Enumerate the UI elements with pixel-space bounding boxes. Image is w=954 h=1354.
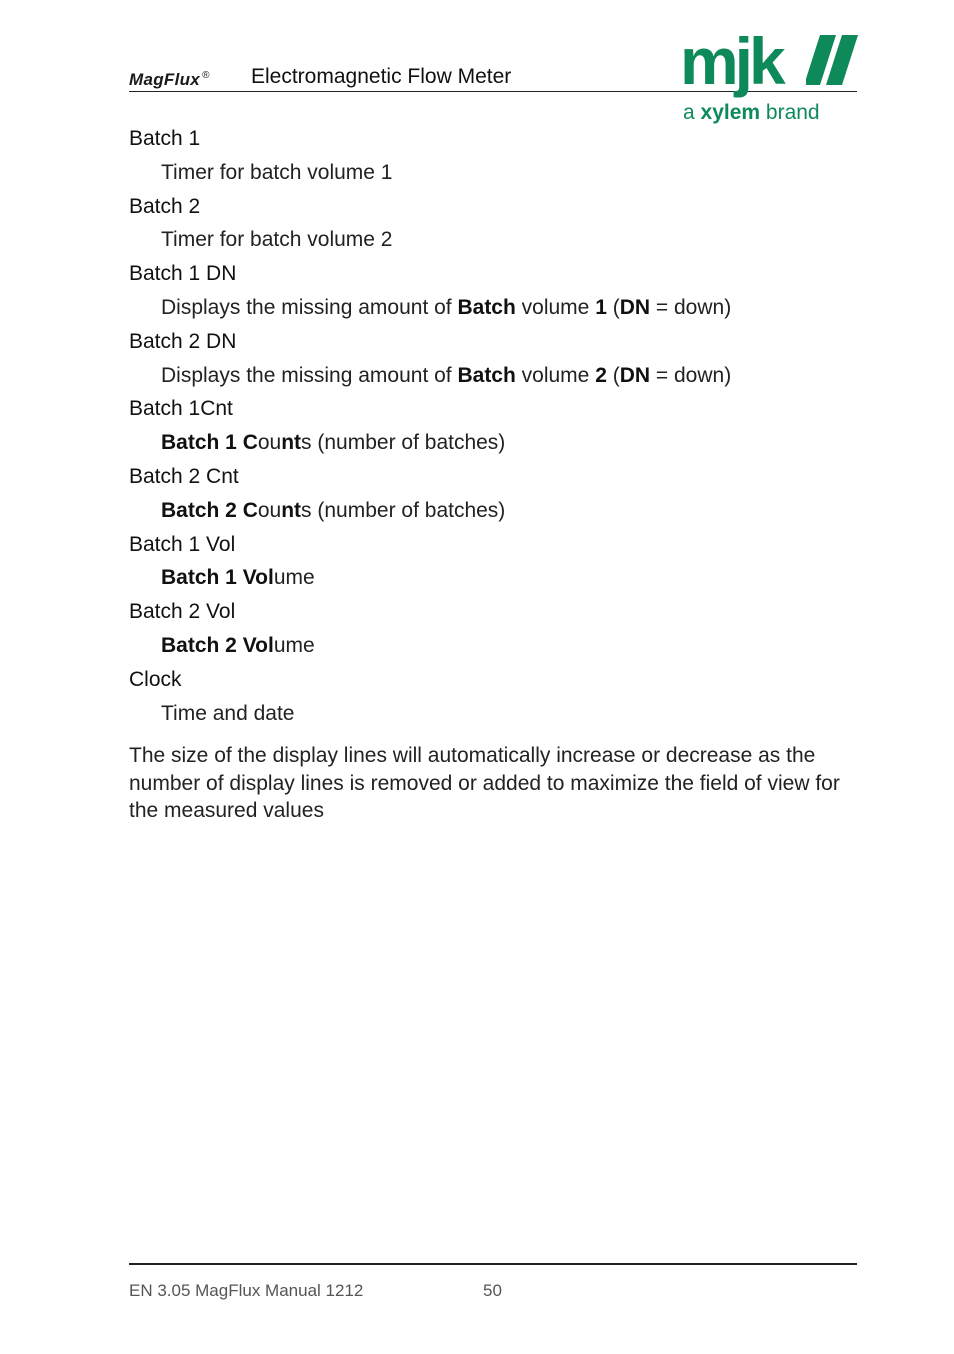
description-segment: Displays the missing amount of [161, 295, 458, 319]
entry-description [129, 156, 869, 190]
tagline-brand: xylem [700, 101, 761, 124]
description-bold-segment: Batch [457, 363, 516, 387]
entry-term: Batch 1 [129, 127, 201, 150]
entry-term: Batch 2 Vol [129, 600, 236, 624]
description-segment: = down) [650, 363, 732, 387]
description-segment: ume [273, 633, 315, 657]
entry-term: Batch 2 Cnt [129, 464, 239, 488]
description-segment: Time and date [161, 701, 295, 725]
brand-part-mag: Mag [129, 70, 164, 89]
description-bold-segment: nt [281, 498, 302, 522]
logo-wordmark: mjk [680, 24, 782, 98]
description-bold-segment: 1 [595, 295, 607, 319]
description-bold-segment: DN [619, 363, 651, 387]
entry-term: Batch 1Cnt [129, 397, 233, 421]
brand-part-flux: Flux [163, 70, 201, 89]
page-number: 50 [483, 1281, 502, 1300]
definition-list [129, 122, 869, 730]
entry-description [129, 561, 869, 595]
magflux-brand [129, 70, 210, 90]
description-bold-segment: Batch 2 Vol [161, 633, 274, 657]
entry-description [129, 359, 869, 393]
entry-term: Clock [129, 667, 182, 691]
description-bold-segment: Batch 2 C [161, 498, 258, 522]
description-segment: volume [515, 363, 596, 387]
description-segment: volume [515, 295, 596, 319]
description-segment: ( [606, 295, 620, 319]
entry-description [129, 494, 869, 528]
description-bold-segment: Batch 1 Vol [161, 566, 274, 590]
footer-rule [129, 1263, 857, 1265]
entry-description [129, 223, 869, 257]
description-segment: s (number of batches) [301, 498, 506, 522]
tagline-prefix: a [683, 101, 701, 124]
description-bold-segment: Batch 1 C [161, 431, 258, 455]
description-segment: ume [273, 566, 315, 590]
header-title: Electromagnetic Flow Meter [251, 65, 512, 88]
description-bold-segment: 2 [595, 363, 607, 387]
description-segment: Timer for batch volume 1 [161, 160, 393, 184]
registered-mark: ® [202, 70, 210, 82]
entry-description [129, 697, 869, 731]
entry-term: Batch 1 DN [129, 262, 237, 286]
entry-description [129, 291, 869, 325]
entry-term: Batch 2 [129, 194, 201, 218]
description-segment: = down) [650, 295, 732, 319]
description-segment: ou [257, 498, 282, 522]
footer-doc-id: EN 3.05 MagFlux Manual 1212 [129, 1281, 364, 1300]
description-segment: ou [257, 431, 282, 455]
logo-slashes-icon [806, 35, 858, 87]
entry-description [129, 426, 869, 460]
entry-description [129, 629, 869, 663]
description-segment: Displays the missing amount of [161, 363, 458, 387]
description-segment: ( [606, 363, 620, 387]
description-bold-segment: DN [619, 295, 651, 319]
tagline-suffix: brand [760, 101, 820, 124]
entry-term: Batch 1 Vol [129, 532, 236, 556]
entry-term: Batch 2 DN [129, 329, 237, 353]
mjk-xylem-logo [680, 24, 858, 129]
description-segment: Timer for batch volume 2 [161, 228, 393, 252]
description-bold-segment: nt [281, 431, 302, 455]
body-paragraph: The size of the display lines will automatically increase or decrease as the number of display lines is removed or added to maximize the field of view for the measured values [129, 744, 840, 822]
description-bold-segment: Batch [457, 295, 516, 319]
description-segment: s (number of batches) [301, 431, 506, 455]
